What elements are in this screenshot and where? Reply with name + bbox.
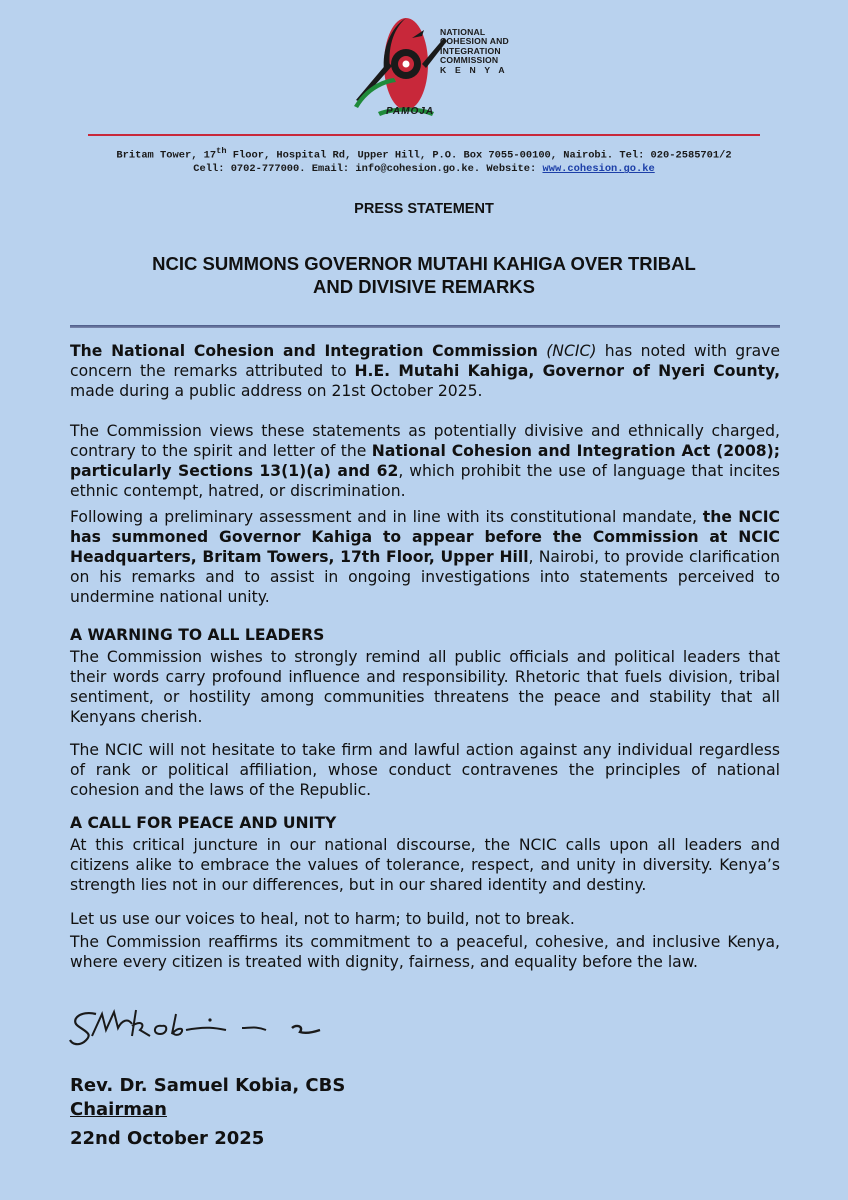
section-heading-peace: A CALL FOR PEACE AND UNITY: [70, 814, 337, 832]
body-text: made during a public address on 21st October 2025.: [70, 381, 483, 400]
website-link[interactable]: www.cohesion.go.ke: [542, 163, 655, 176]
body-text: , Nairobi, to provide clarification on his remarks and to assist in ongoing investigations into statements perceived to undermine national unity.: [70, 547, 780, 606]
body-text: Following a preliminary assessment and in line with its constitutional mandate,: [70, 508, 703, 526]
org-name: [440, 28, 509, 75]
bold-text: H.E. Mutahi Kahiga, Governor of Nyeri County,: [354, 361, 780, 380]
bold-text: the NCIC has summoned Governor Kahiga to appear before the Commission at NCIC Headquarters, Britam Towers, 17th Floor, Upper Hill: [70, 508, 780, 566]
italic-text: (NCIC): [546, 342, 597, 360]
signatory-title: Chairman: [70, 1099, 167, 1120]
contact-details: [60, 144, 788, 176]
contact-line: [60, 162, 788, 176]
bold-text: The National Cohesion and Integration Commission: [70, 342, 538, 360]
paragraph-peace: At this critical juncture in our national discourse, the NCIC calls upon all leaders and citizens alike to embrace the values of tolerance, respect, and unity in diversity. Kenya’s strength lies not in our differences, but in our shared identity and destiny.: [70, 836, 780, 894]
paragraph-intro: [70, 342, 780, 402]
paragraph-warning: The Commission wishes to strongly remind all public officials and political leaders that their words carry profound influence and responsibility. Rhetoric that fuels division, tribal sentiment, or hostility among communities threatens the peace and stability that all Kenyans cherish.: [70, 648, 780, 726]
title-divider: [70, 325, 780, 328]
section-heading-warning: A WARNING TO ALL LEADERS: [70, 626, 325, 644]
signatory-name: Rev. Dr. Samuel Kobia, CBS: [70, 1075, 346, 1096]
handwritten-signature: [66, 1000, 356, 1050]
paragraph-action: The NCIC will not hesitate to take firm and lawful action against any individual regardless of rank or political affiliation, whose conduct contravenes the principles of national cohesion and the laws of the Republic.: [70, 741, 780, 799]
paragraph-act: [70, 422, 780, 502]
title-line: NCIC SUMMONS GOVERNOR MUTAHI KAHIGA OVER TRIBAL: [152, 253, 696, 274]
bold-text: National Cohesion and Integration Act (2008); particularly Sections 13(1)(a) and 62: [70, 441, 781, 480]
org-name-country: K E N Y A: [440, 64, 508, 75]
address-text: Britam Tower, 17: [116, 149, 217, 162]
address-text: Floor, Hospital Rd, Upper Hill, P.O. Box 7055-00100, Nairobi. Tel: 020-2585701/2: [226, 149, 732, 162]
org-name-line: COHESION AND: [440, 36, 509, 47]
org-name-line: NATIONAL: [440, 27, 486, 37]
address-superscript: th: [216, 146, 227, 156]
address-line: [60, 144, 788, 162]
ncic-logo: [348, 10, 518, 122]
org-name-line: INTEGRATION: [440, 45, 501, 56]
motto: PAMOJA: [386, 106, 435, 117]
org-name-line: COMMISSION: [440, 55, 499, 66]
body-text: The Commission views these statements as potentially divisive and ethnically charged, contrary to the spirit and letter of the: [70, 422, 780, 460]
title-line: AND DIVISIVE REMARKS: [312, 276, 536, 297]
paragraph-voices: Let us use our voices to heal, not to harm; to build, not to break.: [70, 910, 575, 928]
paragraph-commitment: The Commission reaffirms its commitment to a peaceful, cohesive, and inclusive Kenya, where every citizen is treated with dignity, fairness, and equality before the law.: [70, 933, 780, 971]
statement-date: 22nd October 2025: [70, 1128, 265, 1149]
document-label: PRESS STATEMENT: [354, 201, 494, 217]
body-text: has noted with grave concern the remarks attributed to: [70, 342, 780, 380]
contact-text: Cell: 0702-777000. Email: info@cohesion.go.ke. Website:: [193, 163, 543, 176]
body-text: , which prohibit the use of language that incites ethnic contempt, hatred, or discrimination.: [70, 461, 780, 500]
page-title: [60, 252, 788, 298]
header-divider: [88, 134, 760, 136]
paragraph-summons: [70, 508, 780, 608]
